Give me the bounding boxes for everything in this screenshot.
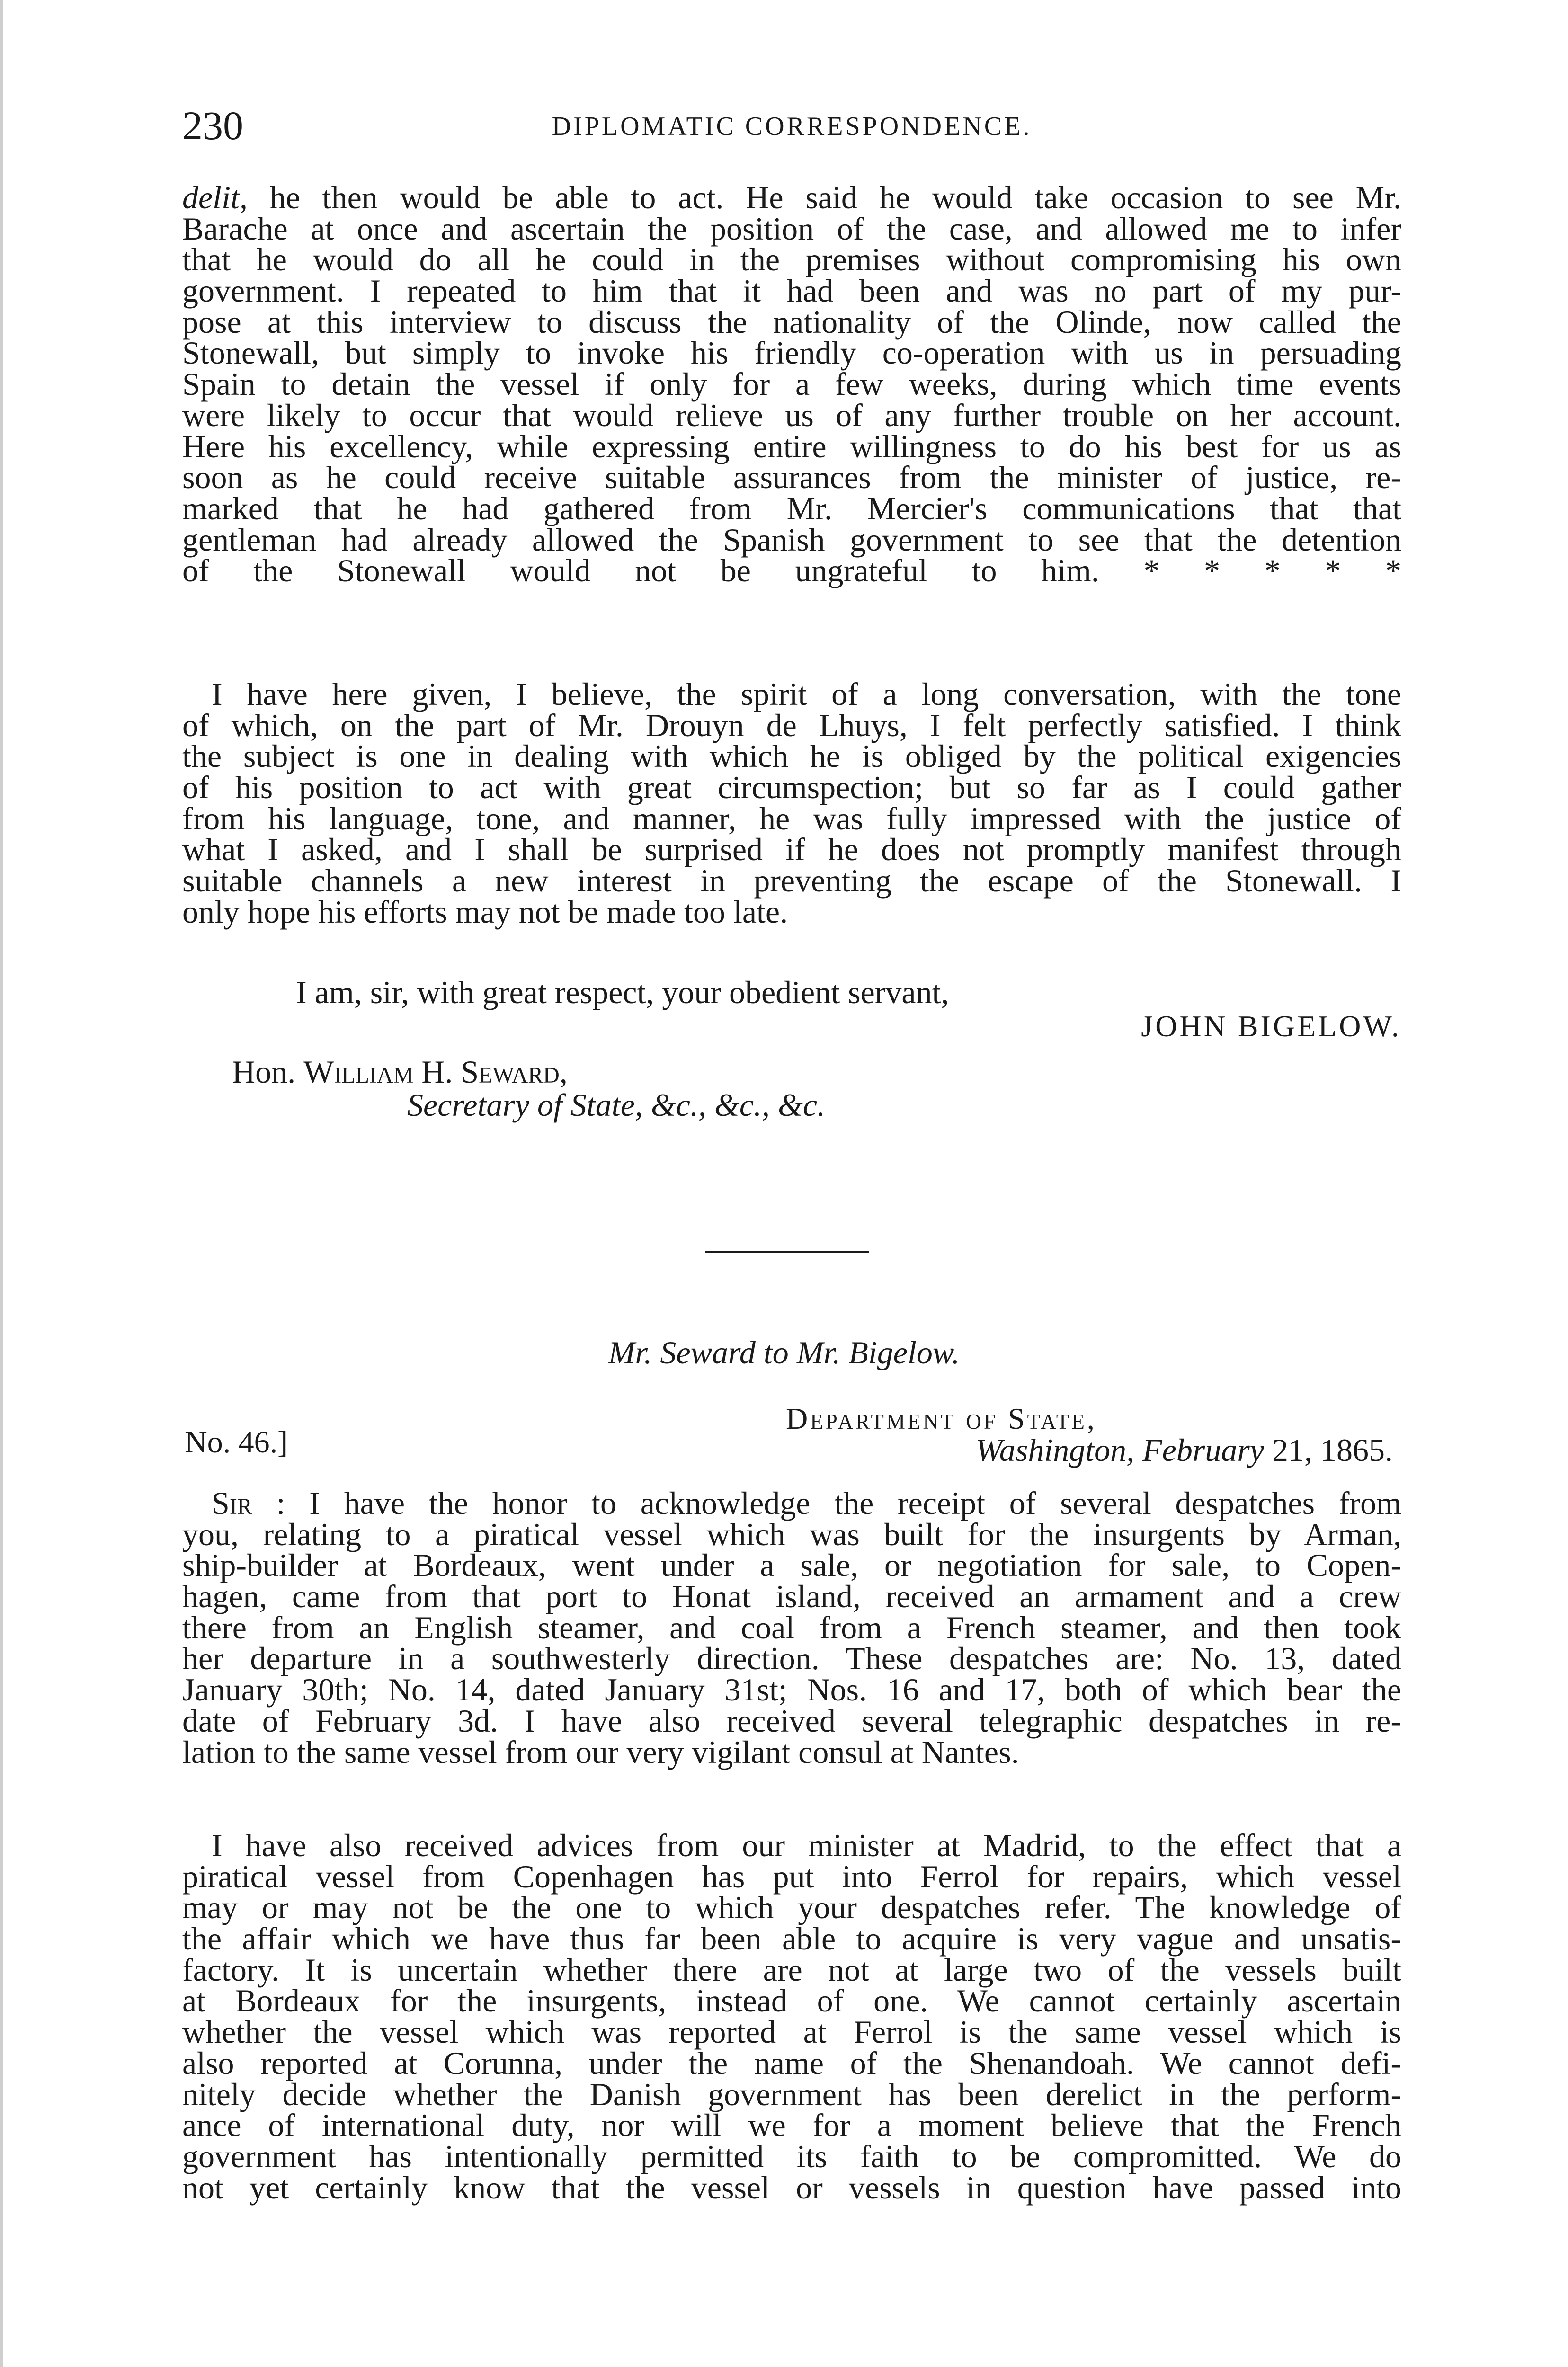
- text-line: ance of international duty, nor will we for a moment believe that the French: [182, 2107, 1401, 2144]
- text-line: that he would do all he could in the premises without compromising his own: [182, 241, 1401, 278]
- text-line: marked that he had gathered from Mr. Mercier's communications that that: [182, 490, 1401, 526]
- despatch-number: No. 46.]: [185, 1425, 288, 1459]
- text-line: government has intentionally permitted its faith to be compromitted. We do: [182, 2138, 1401, 2174]
- text-line: there from an English steamer, and coal from a French steamer, and then took: [182, 1609, 1401, 1646]
- text-line: gentleman had already allowed the Spanish government to see that the detention: [182, 521, 1401, 558]
- letter1-paragraph1: [182, 179, 1401, 589]
- text-line: Spain to detain the vessel if only for a few weeks, during which time events: [182, 366, 1401, 402]
- text-line: I have here given, I believe, the spirit of a long conversation, with the tone: [212, 676, 1401, 712]
- letter1-paragraph2: [182, 676, 1401, 930]
- text-line: Barache at once and ascertain the position of the case, and allowed me to infer: [182, 210, 1401, 247]
- text-line: her departure in a southwesterly direction. These despatches are: No. 13, dated: [182, 1640, 1401, 1677]
- text-line: only hope his efforts may not be made too late.: [182, 893, 788, 930]
- text-line: the affair which we have thus far been able to acquire is very vague and unsatis-: [182, 1921, 1401, 1957]
- text-line: pose at this interview to discuss the nationality of the Olinde, now called the: [182, 303, 1401, 340]
- running-title: DIPLOMATIC CORRESPONDENCE.: [552, 112, 1032, 141]
- text-line: date of February 3d. I have also received several telegraphic despatches in re-: [182, 1702, 1401, 1739]
- text-line: whether the vessel which was reported at Ferrol is the same vessel which is: [182, 2014, 1401, 2050]
- italic-word: delit,: [182, 179, 248, 215]
- text-line: were likely to occur that would relieve us of any further trouble on her account.: [182, 397, 1401, 433]
- page-number: 230: [182, 103, 243, 148]
- text-line: Stonewall, but simply to invoke his friendly co-operation with us in persuading: [182, 335, 1401, 371]
- text-line: you, relating to a piratical vessel which was built for the insurgents by Arman,: [182, 1516, 1401, 1552]
- text-line: January 30th; No. 14, dated January 31st; Nos. 16 and 17, both of which bear the: [182, 1672, 1401, 1708]
- text-line: may or may not be the one to which your despatches refer. The knowledge of: [182, 1889, 1401, 1926]
- letter2-paragraph1: [182, 1485, 1401, 1770]
- text-line: of the Stonewall would not be ungrateful to him. * * * * *: [182, 552, 1401, 589]
- text-line: hagen, came from that port to Honat island, received an armament and a crew: [182, 1578, 1401, 1615]
- text-line: ship-builder at Bordeaux, went under a sale, or negotiation for sale, to Copen-: [182, 1547, 1401, 1584]
- text-line: what I asked, and I shall be surprised if he does not promptly manifest through: [182, 831, 1401, 868]
- text-line: soon as he could receive suitable assurances from the minister of justice, re-: [182, 459, 1401, 496]
- department-name: Department of State,: [786, 1402, 1097, 1435]
- addressee-title: Secretary of State, &c., &c., &c.: [407, 1087, 826, 1123]
- text-line: lation to the same vessel from our very vigilant consul at Nantes.: [182, 1734, 1019, 1770]
- text-line: suitable channels a new interest in preventing the escape of the Stonewall. I: [182, 863, 1401, 899]
- letter2-heading: Mr. Seward to Mr. Bigelow.: [608, 1335, 960, 1370]
- section-divider: [705, 1251, 869, 1253]
- location-date: Washington, February 21, 1865.: [975, 1432, 1393, 1468]
- text-line: Sir : I have the honor to acknowledge the receipt of several despatches from: [212, 1485, 1401, 1521]
- text-line: of his position to act with great circumspection; but so far as I could gather: [182, 769, 1401, 806]
- text-line: Here his excellency, while expressing entire willingness to do his best for us as: [182, 428, 1401, 464]
- text-line: delit, he then would be able to act. He said he would take occasion to see Mr.: [182, 179, 1401, 215]
- text-line: nitely decide whether the Danish government has been derelict in the perform-: [182, 2076, 1401, 2112]
- signature: JOHN BIGELOW.: [1141, 1009, 1401, 1043]
- salutation: Sir: [212, 1485, 252, 1521]
- addressee-name: Hon. William H. Seward,: [232, 1054, 568, 1090]
- closing-line: I am, sir, with great respect, your obedient servant,: [296, 974, 949, 1010]
- text-line: of which, on the part of Mr. Drouyn de Lhuys, I felt perfectly satisfied. I think: [182, 707, 1401, 743]
- text-line: piratical vessel from Copenhagen has put into Ferrol for repairs, which vessel: [182, 1858, 1401, 1895]
- letter2-paragraph2: [182, 1827, 1401, 2206]
- text-line: not yet certainly know that the vessel or vessels in question have passed into: [182, 2169, 1401, 2206]
- scan-margin-edge: [0, 0, 3, 2367]
- page-header: [182, 102, 1401, 159]
- text-line: factory. It is uncertain whether there are not at large two of the vessels built: [182, 1951, 1401, 1988]
- text-line: also reported at Corunna, under the name of the Shenandoah. We cannot defi-: [182, 2045, 1401, 2081]
- text-line: at Bordeaux for the insurgents, instead of one. We cannot certainly ascertain: [182, 1983, 1401, 2019]
- text-line: the subject is one in dealing with which he is obliged by the political exigencies: [182, 738, 1401, 774]
- text-line: government. I repeated to him that it had been and was no part of my pur-: [182, 273, 1401, 309]
- text-line: I have also received advices from our minister at Madrid, to the effect that a: [212, 1827, 1401, 1863]
- text-line: from his language, tone, and manner, he was fully impressed with the justice of: [182, 800, 1401, 836]
